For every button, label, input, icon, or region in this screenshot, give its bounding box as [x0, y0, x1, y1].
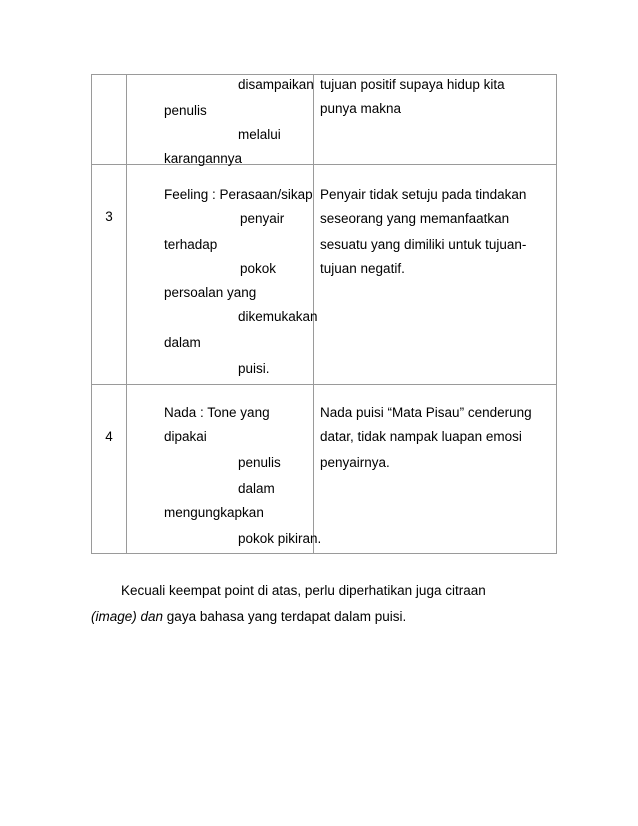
paragraph-line-1: Kecuali keempat point di atas, perlu diperhatikan juga citraan [121, 583, 486, 598]
description-cell [314, 385, 557, 554]
paragraph-italic: (image) dan [91, 609, 164, 624]
description-line: penyairnya. [320, 455, 390, 470]
paragraph-line-2 [91, 609, 561, 625]
aspect-line: penulis [238, 455, 281, 470]
aspect-cell [127, 75, 314, 165]
aspect-line: dikemukakan [238, 309, 318, 324]
description-line: Penyair tidak setuju pada tindakan [320, 187, 527, 202]
row-number: 4 [105, 429, 113, 444]
paragraph-rest: gaya bahasa yang terdapat dalam puisi. [163, 609, 407, 624]
description-line: seseorang yang memanfaatkan [320, 211, 510, 226]
row-number-cell [92, 165, 127, 385]
description-line: Nada puisi “Mata Pisau” cenderung [320, 405, 532, 420]
description-line: tujuan negatif. [320, 261, 405, 276]
table-row [92, 165, 557, 385]
description-line: datar, tidak nampak luapan emosi [320, 429, 522, 444]
aspect-line: pokok [240, 261, 277, 276]
aspect-line: Nada : Tone yang [164, 405, 270, 420]
description-line: sesuatu yang dimiliki untuk tujuan- [320, 237, 527, 252]
aspect-line: karangannya [164, 151, 243, 166]
description-cell [314, 165, 557, 385]
table-row [92, 75, 557, 165]
aspect-line: dalam [238, 481, 275, 496]
aspect-line: dipakai [164, 429, 207, 444]
aspect-line: melalui [238, 127, 281, 142]
aspect-line: mengungkapkan [164, 505, 264, 520]
aspect-line: pokok pikiran. [238, 531, 322, 546]
aspect-cell [127, 165, 318, 385]
table-row [92, 385, 557, 554]
aspect-line: penulis [164, 103, 207, 118]
aspect-line: puisi. [238, 361, 270, 376]
description-cell [314, 75, 557, 165]
aspect-cell [127, 385, 322, 554]
aspect-line: penyair [240, 211, 285, 226]
aspect-line: dalam [164, 335, 201, 350]
row-number-cell [92, 385, 127, 554]
aspect-line: disampaikan [238, 77, 314, 92]
aspect-line: persoalan yang [164, 285, 257, 300]
row-number: 3 [105, 209, 113, 224]
aspect-line: terhadap [164, 237, 218, 252]
analysis-table [91, 74, 557, 554]
aspect-line: Feeling : Perasaan/sikap [164, 187, 313, 202]
description-line: punya makna [320, 101, 402, 116]
row-number-cell [92, 75, 127, 165]
description-line: tujuan positif supaya hidup kita [320, 77, 505, 92]
